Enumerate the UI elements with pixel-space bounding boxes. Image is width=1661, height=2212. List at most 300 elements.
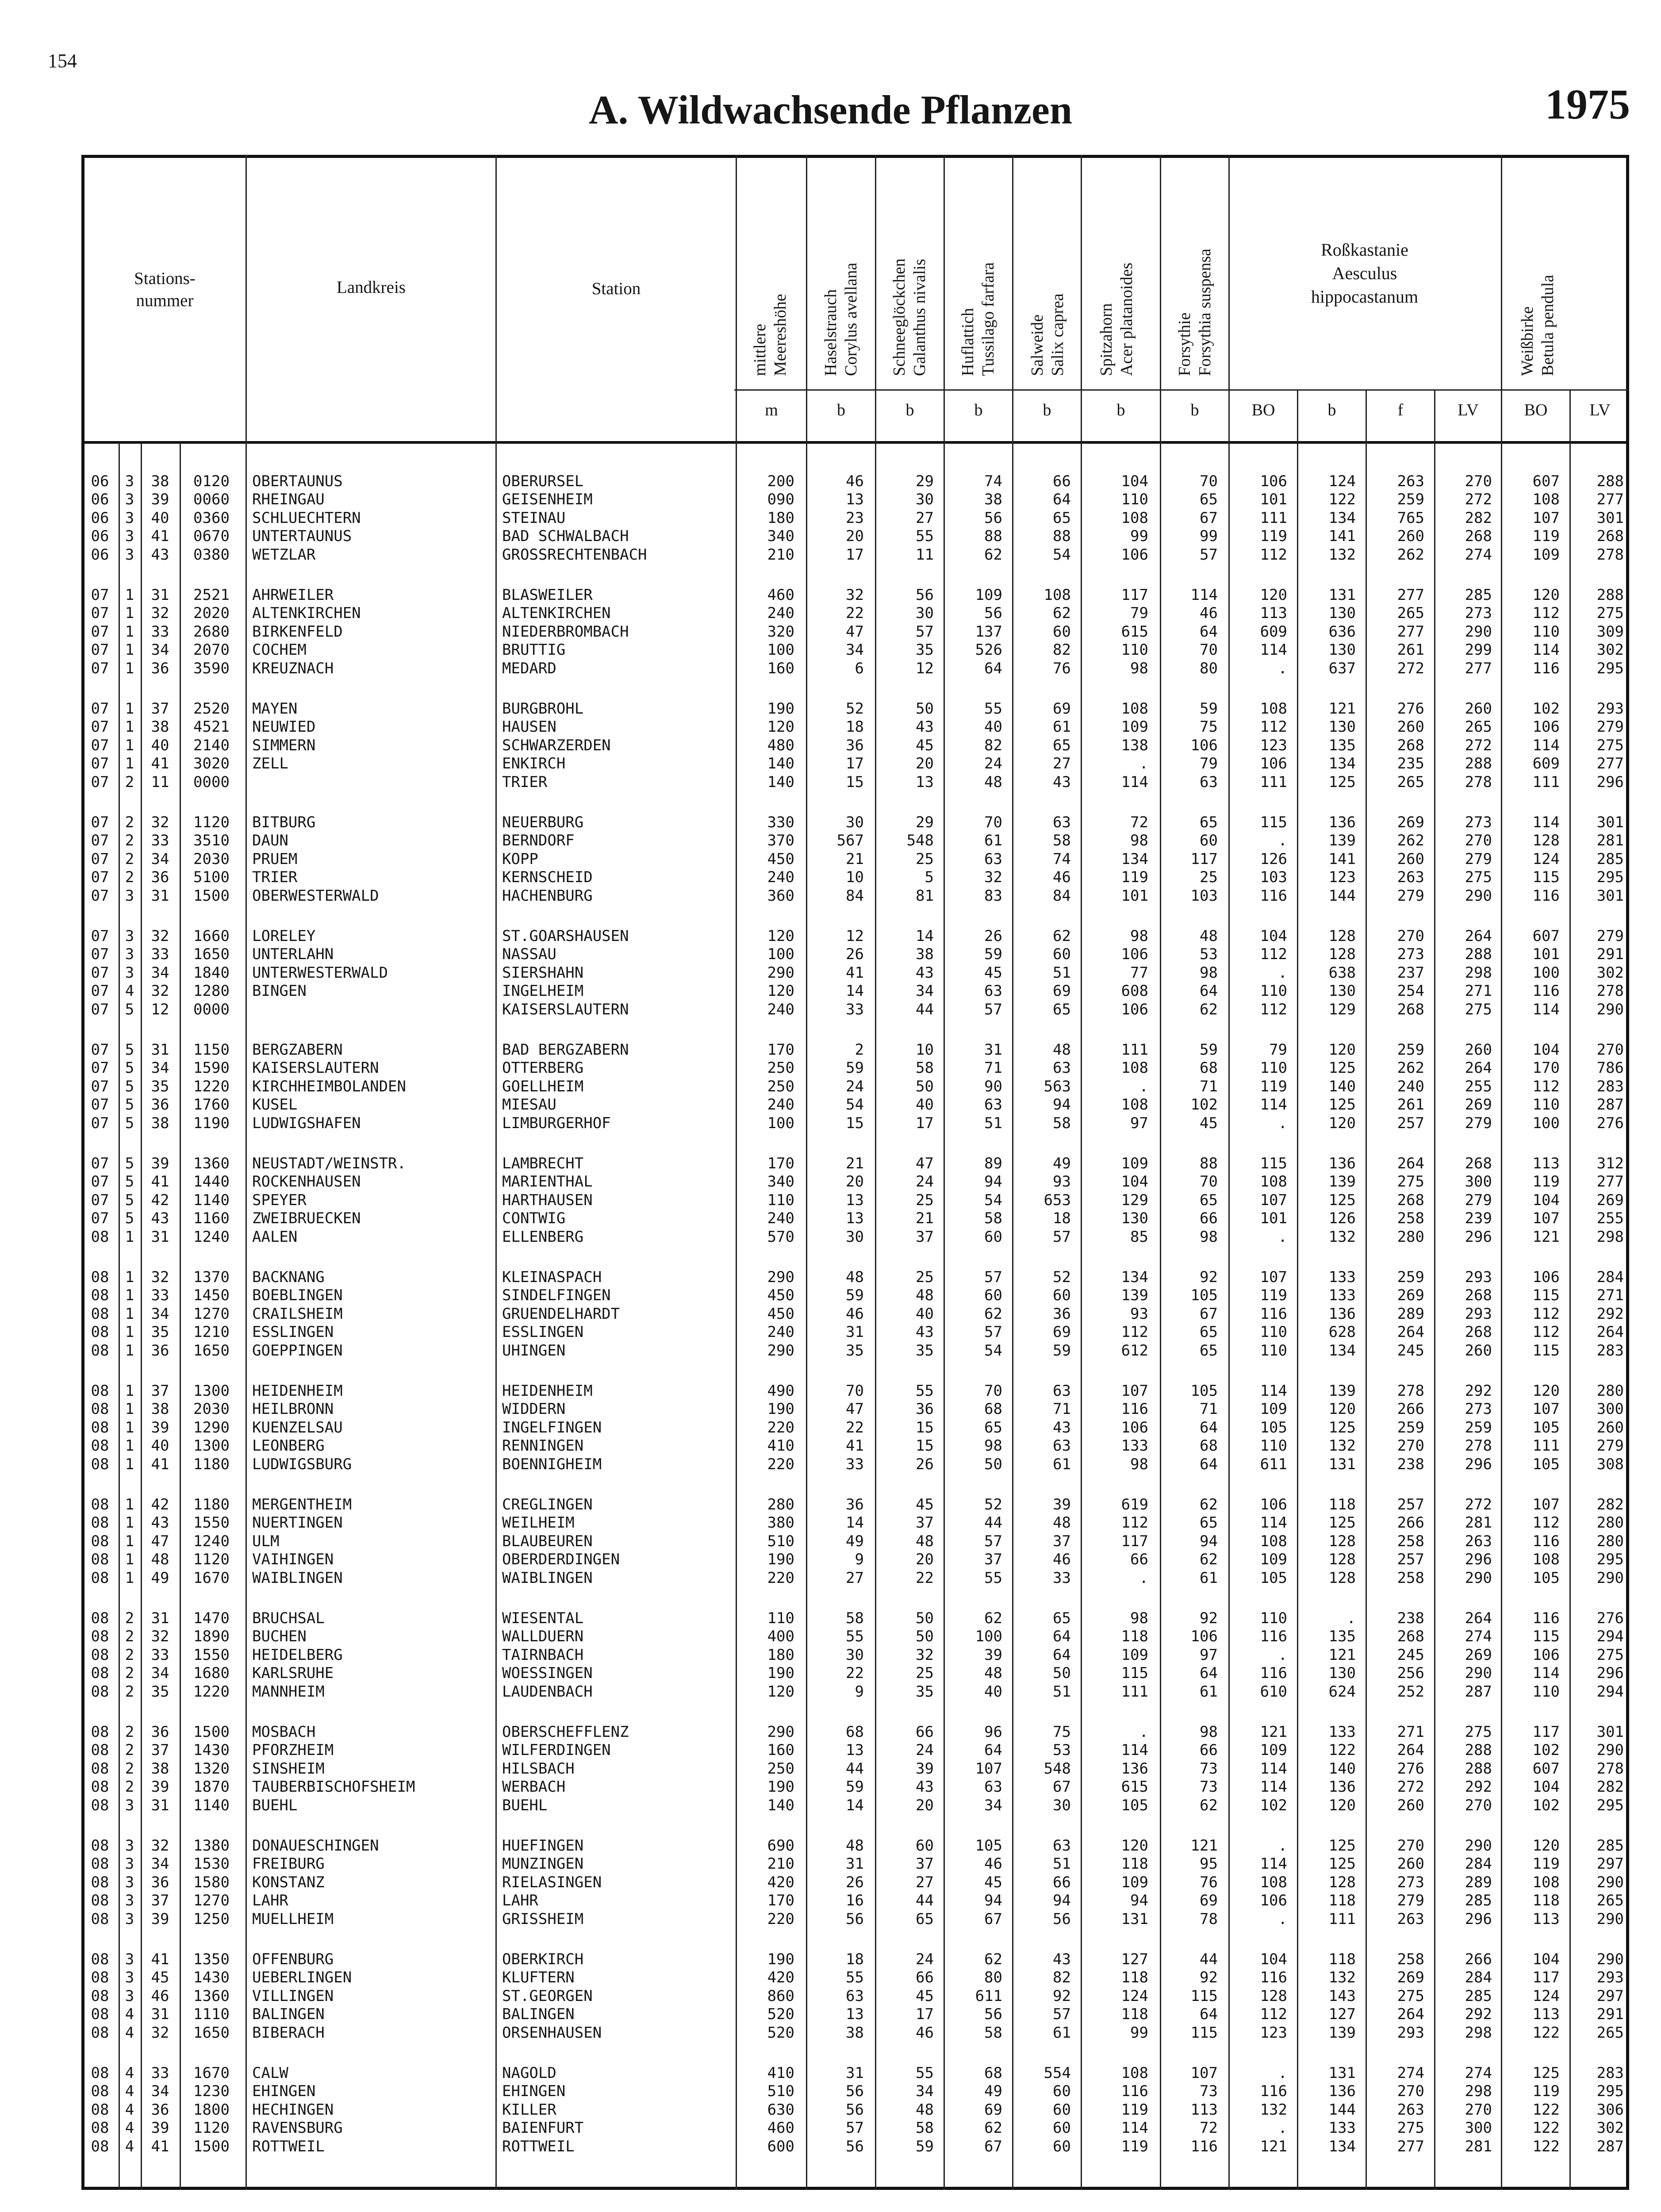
table-cell: 70 (984, 1382, 1002, 1400)
table-cell: 55 (916, 2064, 934, 2082)
table-cell: 43 (916, 964, 934, 982)
table-cell: 290 (1465, 1837, 1492, 1855)
table-cell: 109 (975, 586, 1002, 604)
table-cell: 3 (125, 491, 134, 509)
table-cell: 62 (1053, 604, 1071, 622)
table-cell: 260 (1397, 1796, 1424, 1814)
table-cell: 128 (1328, 1532, 1356, 1550)
table-row (0, 1268, 1661, 1286)
table-cell: 75 (1200, 718, 1218, 736)
table-cell: 288 (1465, 1759, 1492, 1778)
table-cell: 548 (1043, 1759, 1071, 1778)
table-cell: 22 (846, 1418, 864, 1436)
unit-label: b (1116, 401, 1125, 419)
table-cell: 33 (151, 1646, 169, 1664)
table-cell: 257 (1397, 1551, 1424, 1569)
table-cell: 58 (916, 2119, 934, 2137)
table-cell: 106 (1260, 472, 1287, 490)
table-cell: 141 (1328, 527, 1356, 545)
table-cell: 110 (1532, 1682, 1560, 1701)
table-cell: 270 (1397, 1837, 1424, 1855)
table-cell: 07 (91, 586, 109, 604)
table-cell: 59 (1200, 700, 1218, 718)
table-cell: 109 (1532, 545, 1560, 564)
table-cell: 1 (125, 1382, 134, 1400)
table-cell: 80 (984, 1969, 1002, 1987)
table-cell: 139 (1328, 2024, 1356, 2042)
table-cell: 1800 (193, 2101, 230, 2119)
table-cell: 48 (1053, 1514, 1071, 1532)
table-cell: 111 (1121, 1041, 1148, 1059)
table-cell: 07 (91, 718, 109, 736)
row-group (0, 1496, 1661, 1587)
table-cell: 70 (1200, 1173, 1218, 1191)
table-cell: 62 (984, 2119, 1002, 2137)
table-cell: 101 (1260, 1210, 1287, 1228)
table-row (0, 2082, 1661, 2101)
table-cell: 69 (1053, 700, 1071, 718)
table-cell: 79 (1130, 604, 1148, 622)
table-cell: 2680 (193, 622, 230, 641)
table-cell: 273 (1397, 1873, 1424, 1891)
table-cell: 460 (767, 2119, 794, 2137)
table-cell: 123 (1260, 2024, 1287, 2042)
table-row (0, 1551, 1661, 1569)
row-group (0, 1951, 1661, 2042)
table-cell: 106 (1121, 945, 1148, 964)
table-cell: 1360 (193, 1155, 230, 1172)
table-cell: 280 (767, 1496, 794, 1513)
table-cell: 129 (1121, 1191, 1148, 1209)
table-cell: 07 (91, 887, 109, 905)
table-cell: 104 (1532, 1041, 1560, 1059)
table-cell: 285 (1465, 586, 1492, 604)
table-cell: KILLER (502, 2101, 556, 2119)
table-row (0, 927, 1661, 945)
table-row (0, 623, 1661, 641)
table-cell: 57 (1200, 545, 1218, 564)
table-cell: 79 (1200, 755, 1218, 773)
table-cell: 08 (91, 1609, 109, 1627)
table-cell: 2 (125, 1646, 134, 1664)
table-cell: 121 (1260, 1723, 1287, 1741)
table-row (0, 1342, 1661, 1360)
table-cell: 105 (1190, 1382, 1218, 1400)
table-cell: 116 (1121, 2082, 1148, 2101)
table-cell: 65 (1053, 1000, 1071, 1018)
table-cell: OBERKIRCH (502, 1951, 584, 1968)
table-cell: 113 (1532, 2005, 1560, 2024)
table-cell: . (1346, 1609, 1356, 1627)
table-cell: 74 (984, 472, 1002, 490)
table-cell: 261 (1397, 641, 1424, 659)
table-cell: COCHEM (252, 641, 307, 659)
table-cell: 127 (1121, 1951, 1148, 1968)
table-cell: 276 (1397, 1759, 1424, 1778)
table-cell: 116 (1260, 1305, 1287, 1323)
table-cell: 136 (1328, 1778, 1356, 1796)
table-cell: BERGZABERN (252, 1041, 343, 1059)
table-cell: 117 (1190, 850, 1218, 868)
table-cell: 275 (1596, 604, 1624, 622)
table-cell: BRUCHSAL (252, 1609, 325, 1627)
table-cell: 120 (1260, 586, 1287, 604)
table-cell: 06 (91, 491, 109, 509)
table-cell: 254 (1397, 982, 1424, 1000)
table-cell: 31 (151, 1228, 169, 1246)
table-cell: 260 (1397, 718, 1424, 736)
table-cell: 08 (91, 1496, 109, 1513)
table-cell: 293 (1465, 1268, 1492, 1286)
table-cell: 2 (125, 868, 134, 887)
table-cell: 113 (1532, 1910, 1560, 1928)
table-cell: 114 (1121, 2119, 1148, 2137)
table-cell: 268 (1397, 736, 1424, 754)
table-cell: 32 (151, 1628, 169, 1646)
table-cell: 24 (916, 1741, 934, 1759)
table-cell: 277 (1397, 586, 1424, 604)
table-cell: TAUBERBISCHOFSHEIM (252, 1778, 415, 1796)
table-cell: 269 (1596, 1191, 1624, 1209)
table-cell: ROTTWEIL (252, 2137, 325, 2155)
table-cell: 265 (1465, 718, 1492, 736)
table-cell: 125 (1328, 1855, 1356, 1873)
table-cell: 65 (1053, 509, 1071, 527)
table-cell: 106 (1121, 1000, 1148, 1018)
table-cell: 287 (1465, 1682, 1492, 1701)
table-cell: 08 (91, 1532, 109, 1550)
table-cell: 122 (1532, 2119, 1560, 2137)
table-cell: KARLSRUHE (252, 1664, 334, 1682)
table-cell: 63 (984, 982, 1002, 1000)
table-cell: KREUZNACH (252, 659, 334, 677)
table-cell: 07 (91, 868, 109, 887)
table-cell: 105 (975, 1837, 1002, 1855)
table-cell: 08 (91, 1837, 109, 1855)
table-cell: 278 (1465, 773, 1492, 791)
table-cell: 1660 (193, 927, 230, 945)
table-cell: 3 (125, 927, 134, 945)
table-cell: 260 (1397, 850, 1424, 868)
table-cell: 210 (767, 1855, 794, 1873)
table-cell: ORSENHAUSEN (502, 2024, 602, 2042)
table-cell: 1110 (193, 2005, 230, 2024)
table-cell: 289 (1397, 1305, 1424, 1323)
table-cell: 3 (125, 1892, 134, 1910)
table-cell: 16 (846, 1892, 864, 1910)
table-cell: 2 (125, 814, 134, 831)
row-group (0, 1382, 1661, 1474)
table-cell: RAVENSBURG (252, 2119, 343, 2137)
table-cell: 786 (1596, 1059, 1624, 1077)
table-cell: WILFERDINGEN (502, 1741, 611, 1759)
table-cell: 46 (1053, 1551, 1071, 1569)
table-cell: 34 (151, 2082, 169, 2101)
table-cell: 104 (1121, 472, 1148, 490)
table-cell: 279 (1596, 927, 1624, 945)
table-cell: 65 (1200, 1341, 1218, 1359)
table-cell: 71 (1053, 1400, 1071, 1418)
table-cell: 41 (151, 2137, 169, 2155)
table-cell: 98 (1200, 1723, 1218, 1741)
table-cell: 121 (1190, 1837, 1218, 1855)
table-cell: 279 (1596, 718, 1624, 736)
table-cell: 55 (846, 1969, 864, 1987)
table-cell: 24 (846, 1077, 864, 1095)
table-cell: 190 (767, 1400, 794, 1418)
table-cell: 07 (91, 832, 109, 850)
table-cell: 41 (151, 1951, 169, 1968)
table-cell: RHEINGAU (252, 491, 325, 509)
header-bottom-line (81, 441, 1629, 444)
table-cell: WIDDERN (502, 1400, 566, 1418)
table-cell: 1840 (193, 964, 230, 982)
table-row (0, 2138, 1661, 2156)
table-cell: 268 (1465, 1155, 1492, 1172)
table-cell: 1350 (193, 1951, 230, 1968)
table-cell: LORELEY (252, 927, 316, 945)
table-cell: 520 (767, 2024, 794, 2042)
table-cell: 278 (1397, 1382, 1424, 1400)
table-cell: 08 (91, 1569, 109, 1587)
table-cell: 1320 (193, 1759, 230, 1778)
table-cell: 60 (1053, 1286, 1071, 1305)
table-cell: 122 (1532, 2101, 1560, 2119)
table-cell: 63 (1053, 1437, 1071, 1455)
table-cell: 240 (767, 868, 794, 887)
table-cell: 30 (1053, 1796, 1071, 1814)
table-cell: 48 (916, 1286, 934, 1305)
table-cell: 107 (1532, 509, 1560, 527)
table-cell: 100 (767, 1114, 794, 1132)
table-cell: ESSLINGEN (502, 1323, 584, 1341)
table-cell: 08 (91, 1437, 109, 1455)
table-cell: 2520 (193, 700, 230, 718)
table-cell: 67 (984, 2137, 1002, 2155)
table-cell: KIRCHHEIMBOLANDEN (252, 1077, 406, 1095)
table-cell: 128 (1532, 832, 1560, 850)
table-cell: 07 (91, 1155, 109, 1172)
table-cell: CALW (252, 2064, 288, 2082)
table-cell: 39 (151, 1418, 169, 1436)
table-cell: BURGBROHL (502, 700, 584, 718)
table-cell: 114 (1121, 773, 1148, 791)
table-cell: 265 (1397, 604, 1424, 622)
table-cell: 68 (984, 2064, 1002, 2082)
table-cell: 112 (1260, 2005, 1287, 2024)
table-cell: 160 (767, 659, 794, 677)
table-cell: 43 (916, 1778, 934, 1796)
table-cell: SCHWARZERDEN (502, 736, 611, 754)
table-cell: 282 (1596, 1778, 1624, 1796)
table-cell: 1670 (193, 1569, 230, 1587)
table-cell: 2 (125, 1759, 134, 1778)
table-cell: 44 (984, 1514, 1002, 1532)
table-cell: WETZLAR (252, 545, 316, 564)
table-cell: 264 (1397, 1155, 1424, 1172)
table-cell: 4 (125, 982, 134, 1000)
table-cell: 130 (1328, 641, 1356, 659)
table-cell: 21 (846, 850, 864, 868)
header-huflattich: Huflattich Tussilago farfara (959, 262, 997, 376)
table-cell: 277 (1465, 659, 1492, 677)
table-cell: 109 (1121, 1155, 1148, 1172)
table-cell: 94 (984, 1892, 1002, 1910)
table-row (0, 887, 1661, 905)
table-cell: 1 (125, 1305, 134, 1323)
table-cell: 1500 (193, 2137, 230, 2155)
table-row (0, 2024, 1661, 2042)
table-cell: 107 (1260, 1268, 1287, 1286)
table-cell: HUEFINGEN (502, 1837, 584, 1855)
table-cell: 300 (1465, 1173, 1492, 1191)
table-cell: 270 (1465, 2101, 1492, 2119)
table-cell: 480 (767, 736, 794, 754)
table-cell: 263 (1397, 868, 1424, 887)
table-cell: 104 (1532, 1191, 1560, 1209)
table-cell: HECHINGEN (252, 2101, 334, 2119)
table-cell: 312 (1596, 1155, 1624, 1172)
table-cell: 609 (1260, 622, 1287, 641)
table-cell: 107 (1532, 1400, 1560, 1418)
table-cell: KONSTANZ (252, 1873, 325, 1891)
table-cell: 4 (125, 2024, 134, 2042)
table-cell: 1 (125, 1228, 134, 1246)
table-cell: 1 (125, 1268, 134, 1286)
table-cell: . (1139, 755, 1148, 773)
table-cell: 34 (151, 850, 169, 868)
table-cell: BUEHL (252, 1796, 298, 1814)
table-cell: . (1278, 659, 1287, 677)
table-cell: 100 (767, 641, 794, 659)
table-cell: 280 (1397, 1228, 1424, 1246)
table-cell: 220 (767, 1418, 794, 1436)
table-cell: 108 (1043, 586, 1071, 604)
table-cell: 611 (1260, 1455, 1287, 1473)
table-cell: BUEHL (502, 1796, 548, 1814)
table-row (0, 509, 1661, 527)
table-cell: 272 (1465, 491, 1492, 509)
table-cell: 27 (916, 509, 934, 527)
table-cell: 2521 (193, 586, 230, 604)
table-cell: 38 (916, 945, 934, 964)
table-cell: 263 (1397, 472, 1424, 490)
table-cell: 07 (91, 659, 109, 677)
table-cell: 268 (1397, 1191, 1424, 1209)
table-cell: 119 (1121, 2101, 1148, 2119)
table-cell: 128 (1328, 1551, 1356, 1569)
table-cell: 264 (1397, 1741, 1424, 1759)
row-group (0, 1041, 1661, 1133)
table-cell: 54 (984, 1191, 1002, 1209)
table-cell: 36 (1053, 1305, 1071, 1323)
header-spitzahorn: Spitzahorn Acer platanoides (1097, 262, 1136, 376)
table-cell: 31 (846, 2064, 864, 2082)
table-cell: 1440 (193, 1173, 230, 1191)
table-cell: 294 (1596, 1682, 1624, 1701)
table-cell: 510 (767, 1532, 794, 1550)
table-cell: 76 (1200, 1873, 1218, 1891)
table-cell: 0000 (193, 1000, 230, 1018)
table-cell: 60 (916, 1837, 934, 1855)
table-cell: 124 (1121, 1987, 1148, 2005)
table-cell: 128 (1260, 1987, 1287, 2005)
table-cell: 140 (1328, 1077, 1356, 1095)
table-cell: 108 (1260, 1532, 1287, 1550)
table-cell: STEINAU (502, 509, 566, 527)
table-cell: 17 (916, 1114, 934, 1132)
table-cell: 170 (767, 1892, 794, 1910)
table-cell: 609 (1532, 755, 1560, 773)
table-cell: 1180 (193, 1496, 230, 1513)
table-cell: 11 (916, 545, 934, 564)
table-cell: 57 (984, 1532, 1002, 1550)
table-cell: 61 (1200, 1569, 1218, 1587)
table-cell: 1 (125, 1323, 134, 1341)
table-cell: 1150 (193, 1041, 230, 1059)
table-cell: . (1278, 1114, 1287, 1132)
table-cell: 94 (1200, 1532, 1218, 1550)
table-cell: 63 (984, 850, 1002, 868)
table-cell: 1180 (193, 1455, 230, 1473)
table-cell: 1230 (193, 2082, 230, 2101)
table-cell: 1500 (193, 887, 230, 905)
table-row (0, 1797, 1661, 1815)
table-cell: 619 (1121, 1496, 1148, 1513)
table-cell: 289 (1465, 1873, 1492, 1891)
table-cell: 50 (1053, 1664, 1071, 1682)
table-cell: 64 (1200, 1418, 1218, 1436)
table-cell: 100 (1532, 1114, 1560, 1132)
table-cell: 93 (1053, 1173, 1071, 1191)
table-cell: 60 (1200, 832, 1218, 850)
table-cell: 13 (846, 1191, 864, 1209)
table-row (0, 1059, 1661, 1077)
table-cell: 1190 (193, 1114, 230, 1132)
table-cell: 62 (1200, 1551, 1218, 1569)
table-cell: 07 (91, 773, 109, 791)
table-cell: 57 (916, 622, 934, 641)
table-cell: ST.GEORGEN (502, 1987, 593, 2005)
table-cell: 15 (916, 1418, 934, 1436)
table-row (0, 1191, 1661, 1210)
table-cell: 133 (1328, 1286, 1356, 1305)
table-cell: 13 (846, 1741, 864, 1759)
table-cell: 112 (1532, 1514, 1560, 1532)
table-cell: OBERWESTERWALD (252, 887, 379, 905)
table-cell: WIESENTAL (502, 1609, 584, 1627)
unit-label: b (1327, 401, 1336, 419)
table-cell: 08 (91, 1514, 109, 1532)
table-cell: 290 (1596, 1000, 1624, 1018)
table-cell: 96 (984, 1723, 1002, 1741)
table-cell: 264 (1465, 927, 1492, 945)
table-cell: 25 (1200, 868, 1218, 887)
table-row (0, 1382, 1661, 1400)
table-cell: 07 (91, 1000, 109, 1018)
table-cell: 1 (125, 1400, 134, 1418)
table-cell: 180 (767, 509, 794, 527)
table-cell: 269 (1465, 1096, 1492, 1114)
table-cell: 240 (1397, 1077, 1424, 1095)
table-cell: 2 (125, 1723, 134, 1741)
table-cell: KUSEL (252, 1096, 298, 1114)
table-cell: 114 (1260, 1096, 1287, 1114)
table-cell: 36 (151, 2101, 169, 2119)
table-cell: 120 (1121, 1837, 1148, 1855)
table-cell: 283 (1596, 1077, 1624, 1095)
table-cell: 73 (1200, 1759, 1218, 1778)
